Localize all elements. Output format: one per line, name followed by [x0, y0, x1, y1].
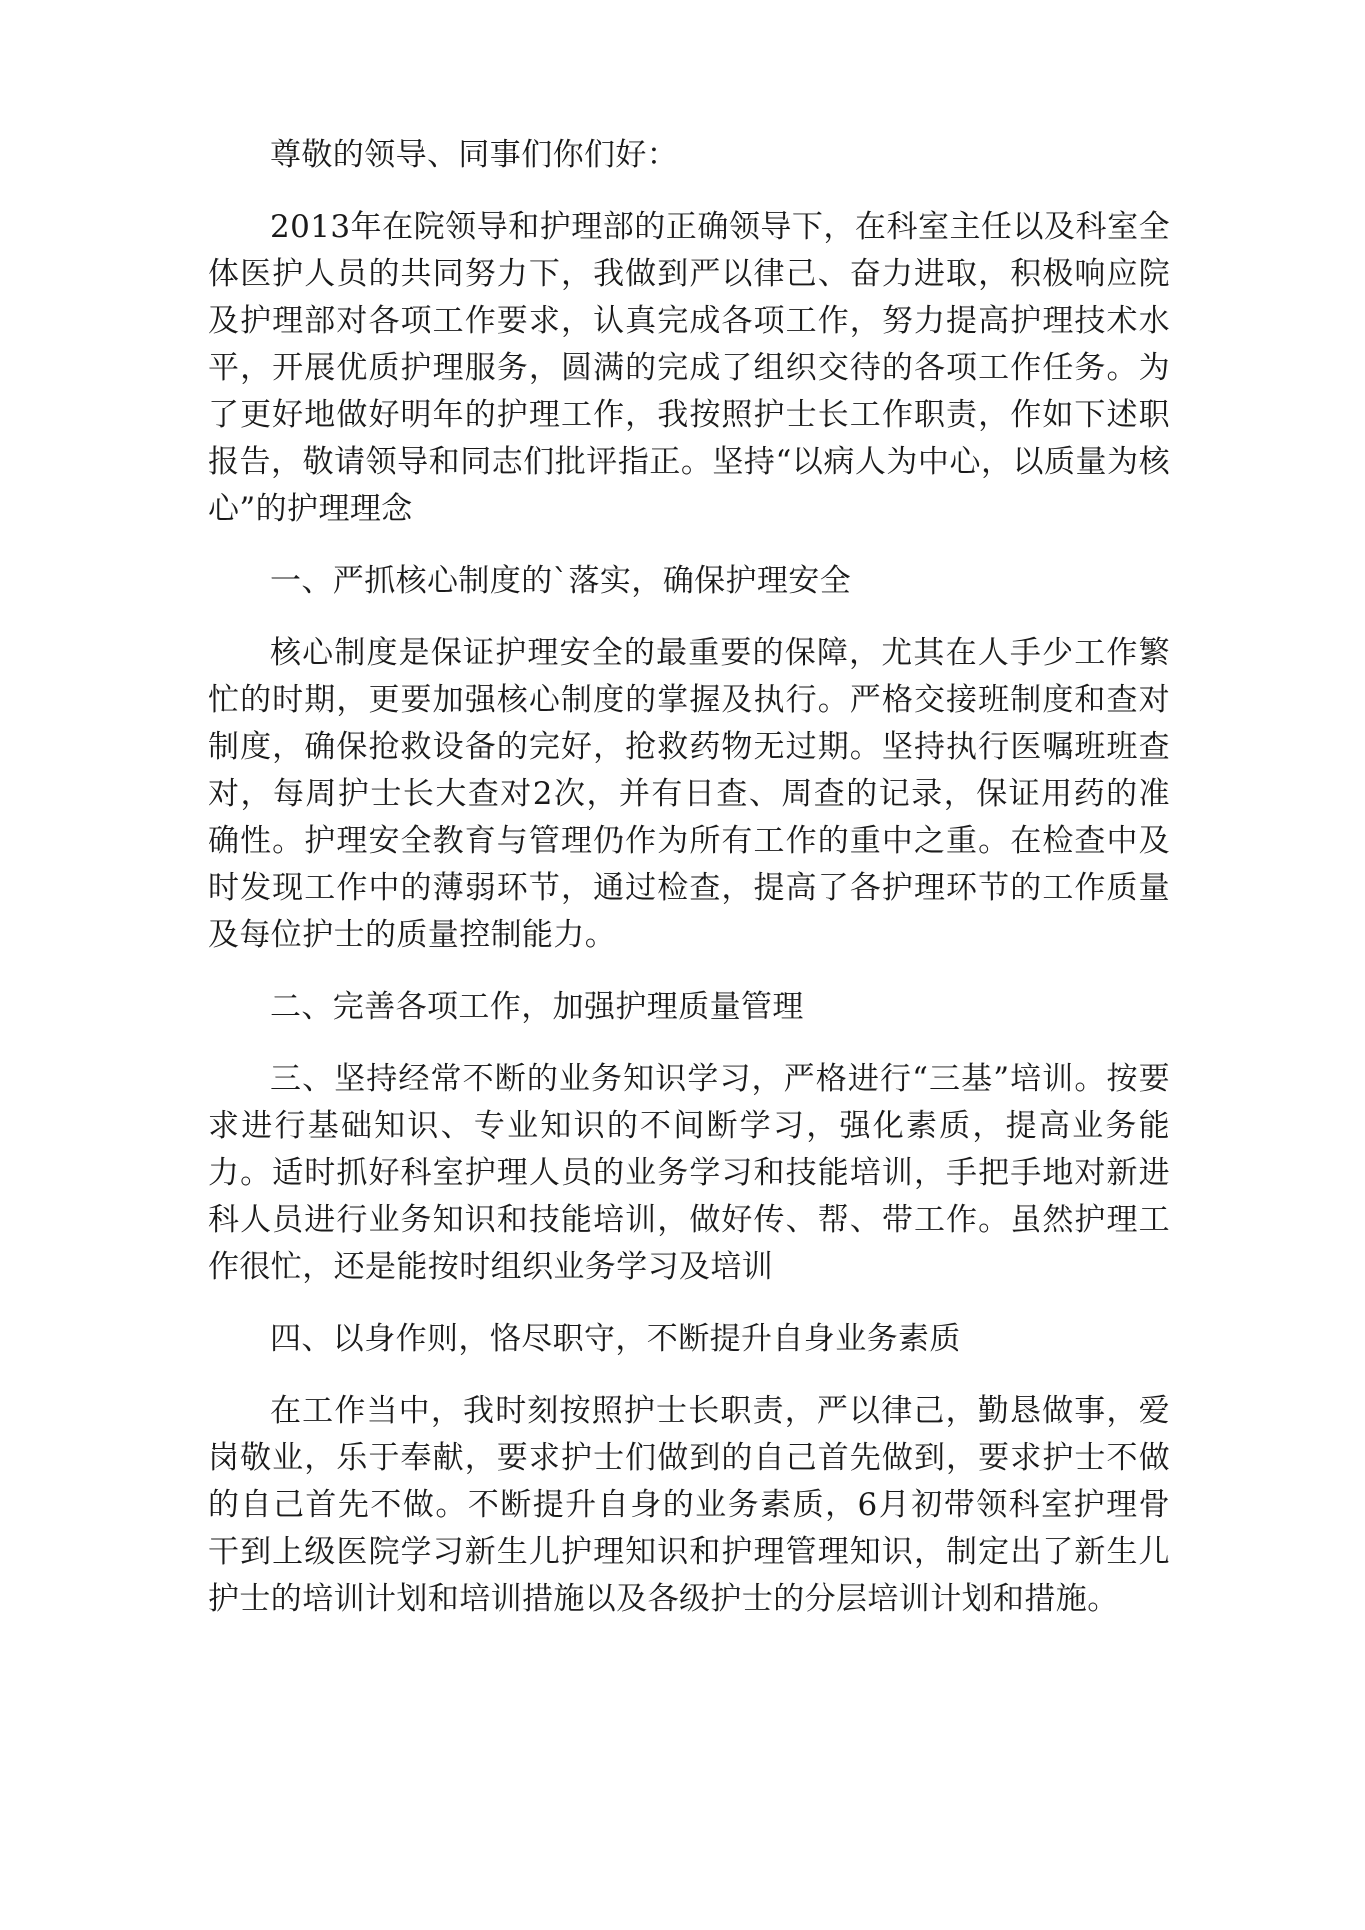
section-4-paragraph: 在工作当中，我时刻按照护士长职责，严以律己，勤恳做事，爱岗敬业，乐于奉献，要求护士们做到的自己首先做到，要求护士不做的自己首先不做。不断提升自身的业务素质，6月初带领科室护理骨干到上级医院学习新生儿护理知识和护理管理知识，制定出了新生儿护士的培训计划和培训措施以及各级护士的分层培训计划和措施。: [208, 1393, 1170, 1617]
section-1-paragraph: 核心制度是保证护理安全的最重要的保障，尤其在人手少工作繁忙的时期，更要加强核心制度的掌握及执行。严格交接班制度和查对制度，确保抢救设备的完好，抢救药物无过期。坚持执行医嘱班班查对，每周护士长大查对2次，并有日查、周查的记录，保证用药的准确性。护理安全教育与管理仍作为所有工作的重中之重。在检查中及时发现工作中的薄弱环节，通过检查，提高了各护理环节的工作质量及每位护士的质量控制能力。: [208, 635, 1170, 953]
section-4-heading: 四、以身作则，恪尽职守，不断提升自身业务素质: [270, 1321, 961, 1357]
section-2-heading: 二、完善各项工作，加强护理质量管理: [270, 989, 804, 1025]
section-1-heading: 一、严抓核心制度的`落实，确保护理安全: [270, 563, 852, 599]
section-3-paragraph: 三、坚持经常不断的业务知识学习，严格进行“三基”培训。按要求进行基础知识、专业知识的不间断学习，强化素质，提高业务能力。适时抓好科室护理人员的业务学习和技能培训，手把手地对新进科人员进行业务知识和技能培训，做好传、帮、带工作。虽然护理工作很忙，还是能按时组织业务学习及培训: [208, 1061, 1170, 1285]
document-body: [208, 132, 1170, 1648]
intro-paragraph: 2013年在院领导和护理部的正确领导下，在科室主任以及科室全体医护人员的共同努力下，我做到严以律己、奋力进取，积极响应院及护理部对各项工作要求，认真完成各项工作，努力提高护理技术水平，开展优质护理服务，圆满的完成了组织交待的各项工作任务。为了更好地做好明年的护理工作，我按照护士长工作职责，作如下述职报告，敬请领导和同志们批评指正。坚持“以病人为中心，以质量为核心”的护理理念: [208, 209, 1170, 527]
greeting: 尊敬的领导、同事们你们好：: [270, 137, 679, 173]
